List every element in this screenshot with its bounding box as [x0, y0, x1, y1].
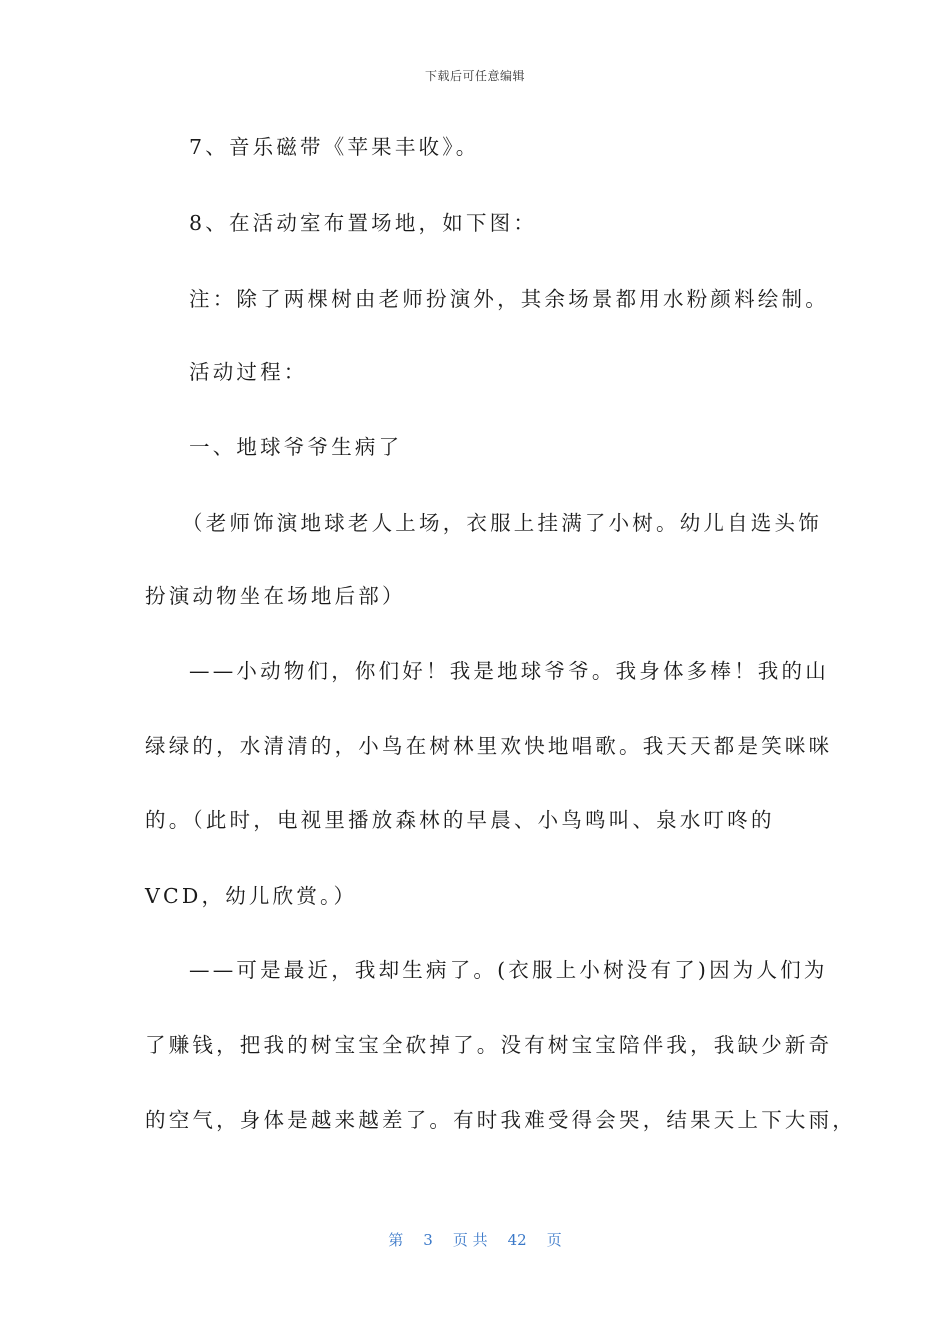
text-line: 了赚钱，把我的树宝宝全砍掉了。没有树宝宝陪伴我，我缺少新奇: [145, 1033, 833, 1057]
text-line: ——可是最近，我却生病了。(衣服上小树没有了)因为人们为: [189, 958, 828, 982]
page-total: 42: [507, 1231, 527, 1249]
text-line: 扮演动物坐在场地后部）: [145, 584, 406, 608]
text-line: 活动过程：: [189, 360, 308, 384]
page-footer: [0, 1229, 950, 1250]
footer-middle: 页 共: [452, 1231, 488, 1249]
text-line: 注：除了两棵树由老师扮演外，其余场景都用水粉颜料绘制。: [189, 287, 829, 311]
text-line: 绿绿的，水清清的，小鸟在树林里欢快地唱歌。我天天都是笑咪咪: [145, 734, 833, 758]
text-line: 的空气，身体是越来越差了。有时我难受得会哭，结果天上下大雨，: [145, 1108, 856, 1132]
section-heading: 一、地球爷爷生病了: [189, 435, 403, 459]
text-line: 7、音乐磁带《苹果丰收》。: [189, 135, 480, 159]
page-header: 下载后可任意编辑: [424, 69, 525, 83]
text-line: 的。（此时，电视里播放森林的早晨、小鸟鸣叫、泉水叮咚的: [145, 808, 775, 832]
text-line: ——小动物们，你们好！我是地球爷爷。我身体多棒！我的山: [189, 659, 829, 683]
text-line: （老师饰演地球老人上场，衣服上挂满了小树。幼儿自选头饰: [182, 511, 822, 535]
text-line: VCD，幼儿欣赏。）: [145, 884, 358, 908]
footer-prefix: 第: [388, 1231, 404, 1249]
page-number: 3: [423, 1231, 433, 1249]
footer-suffix: 页: [546, 1231, 562, 1249]
text-line: 8、在活动室布置场地，如下图：: [189, 211, 538, 235]
